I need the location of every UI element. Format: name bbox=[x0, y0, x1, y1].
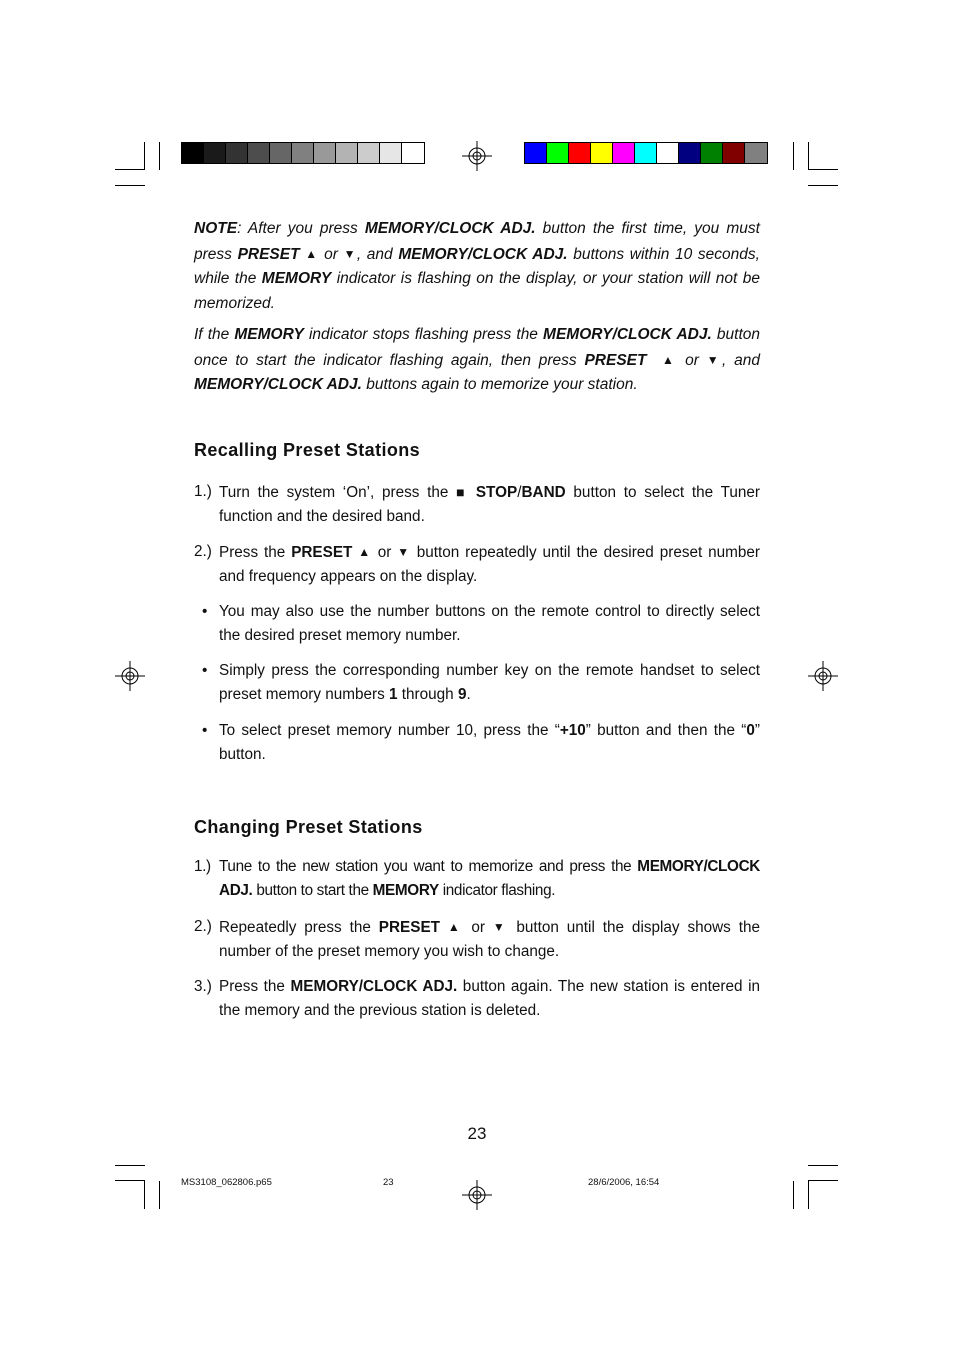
calibration-swatch bbox=[723, 143, 745, 163]
calibration-swatch bbox=[745, 143, 767, 163]
calibration-swatch bbox=[402, 143, 424, 163]
footer-filename: MS3108_062806.p65 bbox=[181, 1177, 272, 1188]
list-item: 2.) Repeatedly press the PRESET ▲ or ▼ button until the display shows the number of the preset memory you wish to change. bbox=[194, 918, 760, 960]
registration-target-icon bbox=[808, 661, 838, 691]
calibration-swatch bbox=[635, 143, 657, 163]
list-item: 1.) Turn the system ‘On’, press the ■ STOP/BAND button to select the Tuner function and the desired band. bbox=[194, 483, 761, 525]
calibration-swatch bbox=[358, 143, 380, 163]
bullet-item: • To select preset memory number 10, press the “+10” button and then the “0” button. bbox=[194, 719, 760, 767]
up-arrow-icon: ▲ bbox=[305, 246, 319, 261]
note-paragraph-retry: If the MEMORY indicator stops flashing press the MEMORY/CLOCK ADJ. button once to start the indicator flashing again, then press PRESET ▲ or ▼, and MEMORY/CLOCK ADJ. buttons again to memorize your station. bbox=[194, 326, 760, 393]
list-item: 2.) Press the PRESET ▲ or ▼ button repeatedly until the desired preset number and frequency appears on the display. bbox=[194, 543, 760, 585]
down-arrow-icon: ▼ bbox=[343, 246, 357, 261]
note-paragraph: NOTE: After you press MEMORY/CLOCK ADJ. button the first time, you must press PRESET ▲ or ▼, and MEMORY/CLOCK ADJ. buttons within 10 seconds, while the MEMORY indicator is flashing on the display, or your station will not be memorized. bbox=[194, 220, 760, 312]
stop-square-icon: ■ bbox=[456, 484, 469, 500]
list-item: 1.) Tune to the new station you want to memorize and press the MEMORY/CLOCK ADJ. button to start the MEMORY indicator flashing. bbox=[194, 858, 760, 899]
calibration-swatch bbox=[525, 143, 547, 163]
bullet-icon: • bbox=[202, 662, 208, 679]
calibration-swatch bbox=[314, 143, 336, 163]
calibration-swatch bbox=[380, 143, 402, 163]
down-arrow-icon: ▼ bbox=[706, 352, 723, 367]
down-arrow-icon: ▼ bbox=[397, 545, 411, 559]
up-arrow-icon: ▲ bbox=[358, 545, 372, 559]
calibration-swatch bbox=[613, 143, 635, 163]
bullet-item: • Simply press the corresponding number key on the remote handset to select preset memory numbers 1 through 9. bbox=[194, 659, 760, 707]
section-heading-recalling: Recalling Preset Stations bbox=[194, 440, 421, 460]
note-block bbox=[194, 217, 760, 398]
grayscale-calibration-strip bbox=[181, 142, 425, 164]
bullet-icon: • bbox=[202, 722, 208, 739]
calibration-swatch bbox=[226, 143, 248, 163]
calibration-swatch bbox=[182, 143, 204, 163]
up-arrow-icon: ▲ bbox=[662, 352, 678, 367]
calibration-swatch bbox=[248, 143, 270, 163]
calibration-swatch bbox=[336, 143, 358, 163]
calibration-swatch bbox=[701, 143, 723, 163]
bullet-item: • You may also use the number buttons on the remote control to directly select the desired preset memory number. bbox=[194, 600, 760, 648]
section-heading-changing: Changing Preset Stations bbox=[194, 817, 423, 837]
page-number: 23 bbox=[467, 1124, 487, 1143]
calibration-swatch bbox=[292, 143, 314, 163]
calibration-swatch bbox=[591, 143, 613, 163]
footer-page: 23 bbox=[383, 1177, 394, 1188]
registration-target-icon bbox=[462, 1180, 492, 1210]
bullet-icon: • bbox=[202, 603, 208, 620]
calibration-swatch bbox=[204, 143, 226, 163]
calibration-swatch bbox=[679, 143, 701, 163]
list-item: 3.) Press the MEMORY/CLOCK ADJ. button again. The new station is entered in the memory and the previous station is deleted. bbox=[194, 978, 760, 1019]
calibration-swatch bbox=[547, 143, 569, 163]
registration-target-icon bbox=[462, 141, 492, 171]
calibration-swatch bbox=[270, 143, 292, 163]
footer-timestamp: 28/6/2006, 16:54 bbox=[588, 1177, 660, 1188]
calibration-swatch bbox=[569, 143, 591, 163]
color-calibration-strip bbox=[524, 142, 768, 164]
registration-target-icon bbox=[115, 661, 145, 691]
down-arrow-icon: ▼ bbox=[492, 920, 509, 934]
calibration-swatch bbox=[657, 143, 679, 163]
up-arrow-icon: ▲ bbox=[447, 920, 464, 934]
